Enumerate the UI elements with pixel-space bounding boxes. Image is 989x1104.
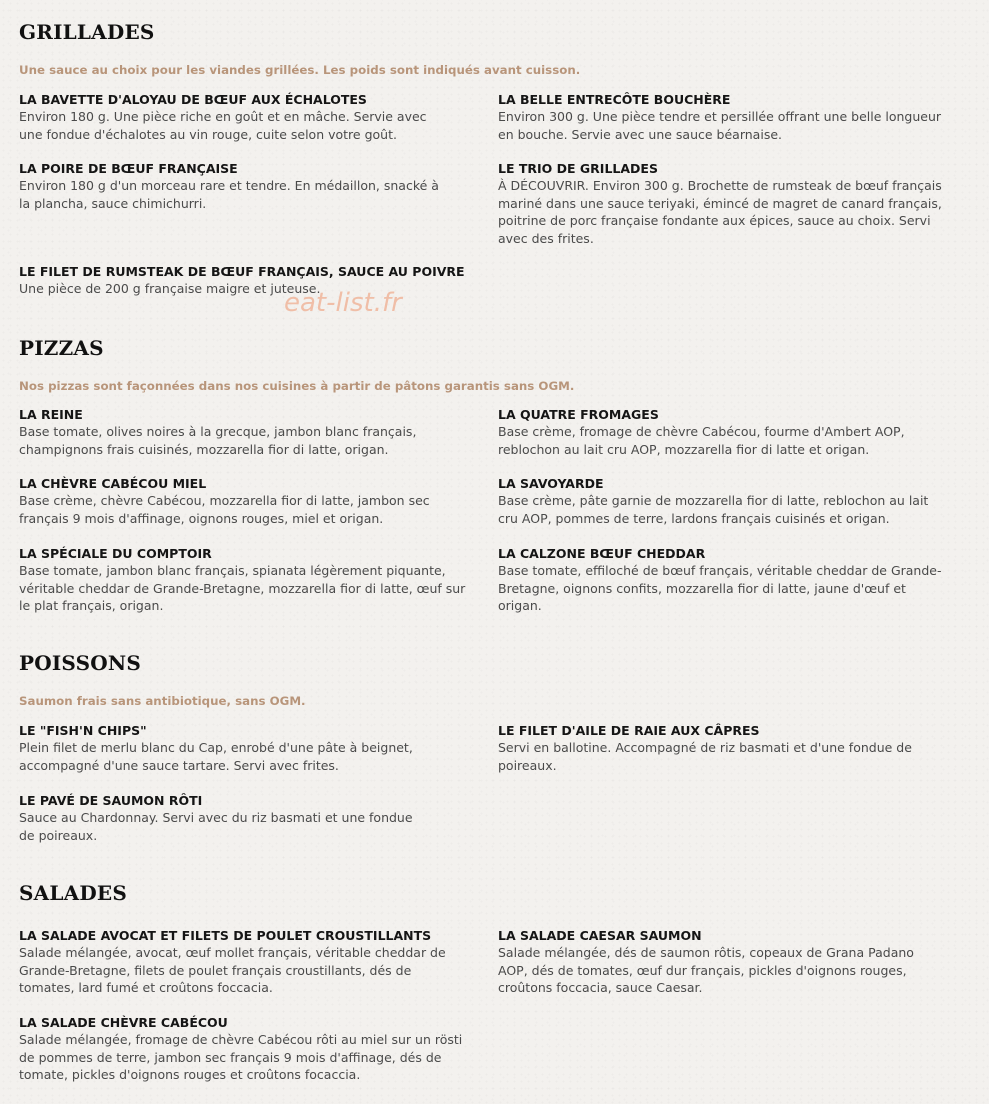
menu-item	[19, 927, 459, 997]
menu-item	[19, 545, 474, 615]
menu-item-description: Base crème, chèvre Cabécou, mozzarella fior di latte, jambon sec français 9 mois d'affinage, oignons rouges, miel et origan.	[19, 493, 430, 526]
menu-item-name: LA BAVETTE D'ALOYAU DE BŒUF AUX ÉCHALOTES	[19, 92, 367, 107]
menu-item-name: LA REINE	[19, 407, 83, 422]
section-note-poissons: Saumon frais sans antibiotique, sans OGM.	[19, 694, 306, 708]
menu-item-description: Environ 180 g d'un morceau rare et tendre. En médaillon, snacké à la plancha, sauce chimichurri.	[19, 178, 439, 211]
menu-item-name: LA SALADE CAESAR SAUMON	[498, 928, 702, 943]
menu-item	[19, 475, 474, 527]
menu-item-description: Sauce au Chardonnay. Servi avec du riz basmati et une fondue de poireaux.	[19, 810, 413, 843]
menu-item-description: Environ 180 g. Une pièce riche en goût et en mâche. Servie avec une fondue d'échalotes au vin rouge, cuite selon votre goût.	[19, 109, 427, 142]
menu-item-name: LA SAVOYARDE	[498, 476, 604, 491]
section-title-grillades: GRILLADES	[19, 20, 155, 44]
menu-item	[498, 722, 953, 774]
menu-item	[19, 263, 489, 298]
menu-item	[498, 160, 953, 247]
menu-item-description: Base crème, fromage de chèvre Cabécou, fourme d'Ambert AOP, reblochon au lait cru AOP, mozzarella fior di latte et origan.	[498, 424, 905, 457]
menu-item-description: Salade mélangée, avocat, œuf mollet français, véritable cheddar de Grande-Bretagne, filets de poulet français croustillants, dés de tomates, lard fumé et croûtons foccacia.	[19, 945, 446, 996]
menu-item-name: LE PAVÉ DE SAUMON RÔTI	[19, 793, 203, 808]
menu-item-name: LA QUATRE FROMAGES	[498, 407, 659, 422]
menu-item	[498, 927, 953, 997]
menu-item-description: Une pièce de 200 g française maigre et juteuse.	[19, 281, 321, 296]
menu-item-description: Plein filet de merlu blanc du Cap, enrobé d'une pâte à beignet, accompagné d'une sauce tartare. Servi avec frites.	[19, 740, 413, 773]
menu-item-description: Salade mélangée, dés de saumon rôtis, copeaux de Grana Padano AOP, dés de tomates, œuf dur français, pickles d'oignons rouges, croûtons foccacia, sauce Caesar.	[498, 945, 914, 996]
menu-item-description: Base crème, pâte garnie de mozzarella fior di latte, reblochon au lait cru AOP, pommes de terre, lardons français cuisinés et origan.	[498, 493, 929, 526]
menu-item	[498, 406, 953, 458]
menu-item	[19, 792, 474, 844]
menu-item-name: LA SALADE AVOCAT ET FILETS DE POULET CROUSTILLANTS	[19, 928, 432, 943]
menu-item-name: LE "FISH'N CHIPS"	[19, 723, 147, 738]
menu-item	[19, 406, 474, 458]
section-title-salades: SALADES	[19, 881, 127, 905]
menu-item-name: LE TRIO DE GRILLADES	[498, 161, 658, 176]
menu-item-description: Servi en ballotine. Accompagné de riz basmati et d'une fondue de poireaux.	[498, 740, 912, 773]
menu-item	[498, 475, 953, 527]
section-note-grillades: Une sauce au choix pour les viandes grillées. Les poids sont indiqués avant cuisson.	[19, 63, 581, 77]
menu-item-name: LA CHÈVRE CABÉCOU MIEL	[19, 476, 207, 491]
menu-item-name: LA SPÉCIALE DU COMPTOIR	[19, 546, 212, 561]
menu-item-name: LA BELLE ENTRECÔTE BOUCHÈRE	[498, 92, 731, 107]
menu-item	[19, 1014, 464, 1084]
menu-item-description: Base tomate, olives noires à la grecque, jambon blanc français, champignons frais cuisinés, mozzarella fior di latte, origan.	[19, 424, 417, 457]
section-title-poissons: POISSONS	[19, 651, 142, 675]
menu-item-name: LA SALADE CHÈVRE CABÉCOU	[19, 1015, 228, 1030]
menu-item-description: Salade mélangée, fromage de chèvre Cabécou rôti au miel sur un rösti de pommes de terre, jambon sec français 9 mois d'affinage, dés de tomate, pickles d'oignons rouges et croûtons focaccia.	[19, 1032, 463, 1083]
menu-item-description: Base tomate, jambon blanc français, spianata légèrement piquante, véritable cheddar de Grande-Bretagne, mozzarella fior di latte, œuf sur le plat français, origan.	[19, 563, 466, 614]
watermark: eat-list.fr	[284, 288, 402, 318]
menu-item-name: LE FILET D'AILE DE RAIE AUX CÂPRES	[498, 723, 760, 738]
menu-item	[19, 722, 474, 774]
menu-item	[19, 160, 474, 212]
menu-item-description: Environ 300 g. Une pièce tendre et persillée offrant une belle longueur en bouche. Servie avec une sauce béarnaise.	[498, 109, 942, 142]
menu-item-name: LA POIRE DE BŒUF FRANÇAISE	[19, 161, 238, 176]
menu-item-name: LE FILET DE RUMSTEAK DE BŒUF FRANÇAIS, SAUCE AU POIVRE	[19, 264, 465, 279]
menu-item-name: LA CALZONE BŒUF CHEDDAR	[498, 546, 706, 561]
section-note-pizzas: Nos pizzas sont façonnées dans nos cuisines à partir de pâtons garantis sans OGM.	[19, 379, 575, 393]
menu-item-description: Base tomate, effiloché de bœuf français, véritable cheddar de Grande-Bretagne, oignons confits, mozzarella fior di latte, jaune d'œuf et origan.	[498, 563, 942, 614]
menu-item	[498, 91, 953, 143]
section-title-pizzas: PIZZAS	[19, 336, 104, 360]
menu-item	[498, 545, 953, 615]
menu-item	[19, 91, 474, 143]
menu-item-description: À DÉCOUVRIR. Environ 300 g. Brochette de rumsteak de bœuf français mariné dans une sauce teriyaki, émincé de magret de canard français, poitrine de porc française fondante aux épices, sauce au choix. Servi avec des frites.	[498, 178, 942, 246]
